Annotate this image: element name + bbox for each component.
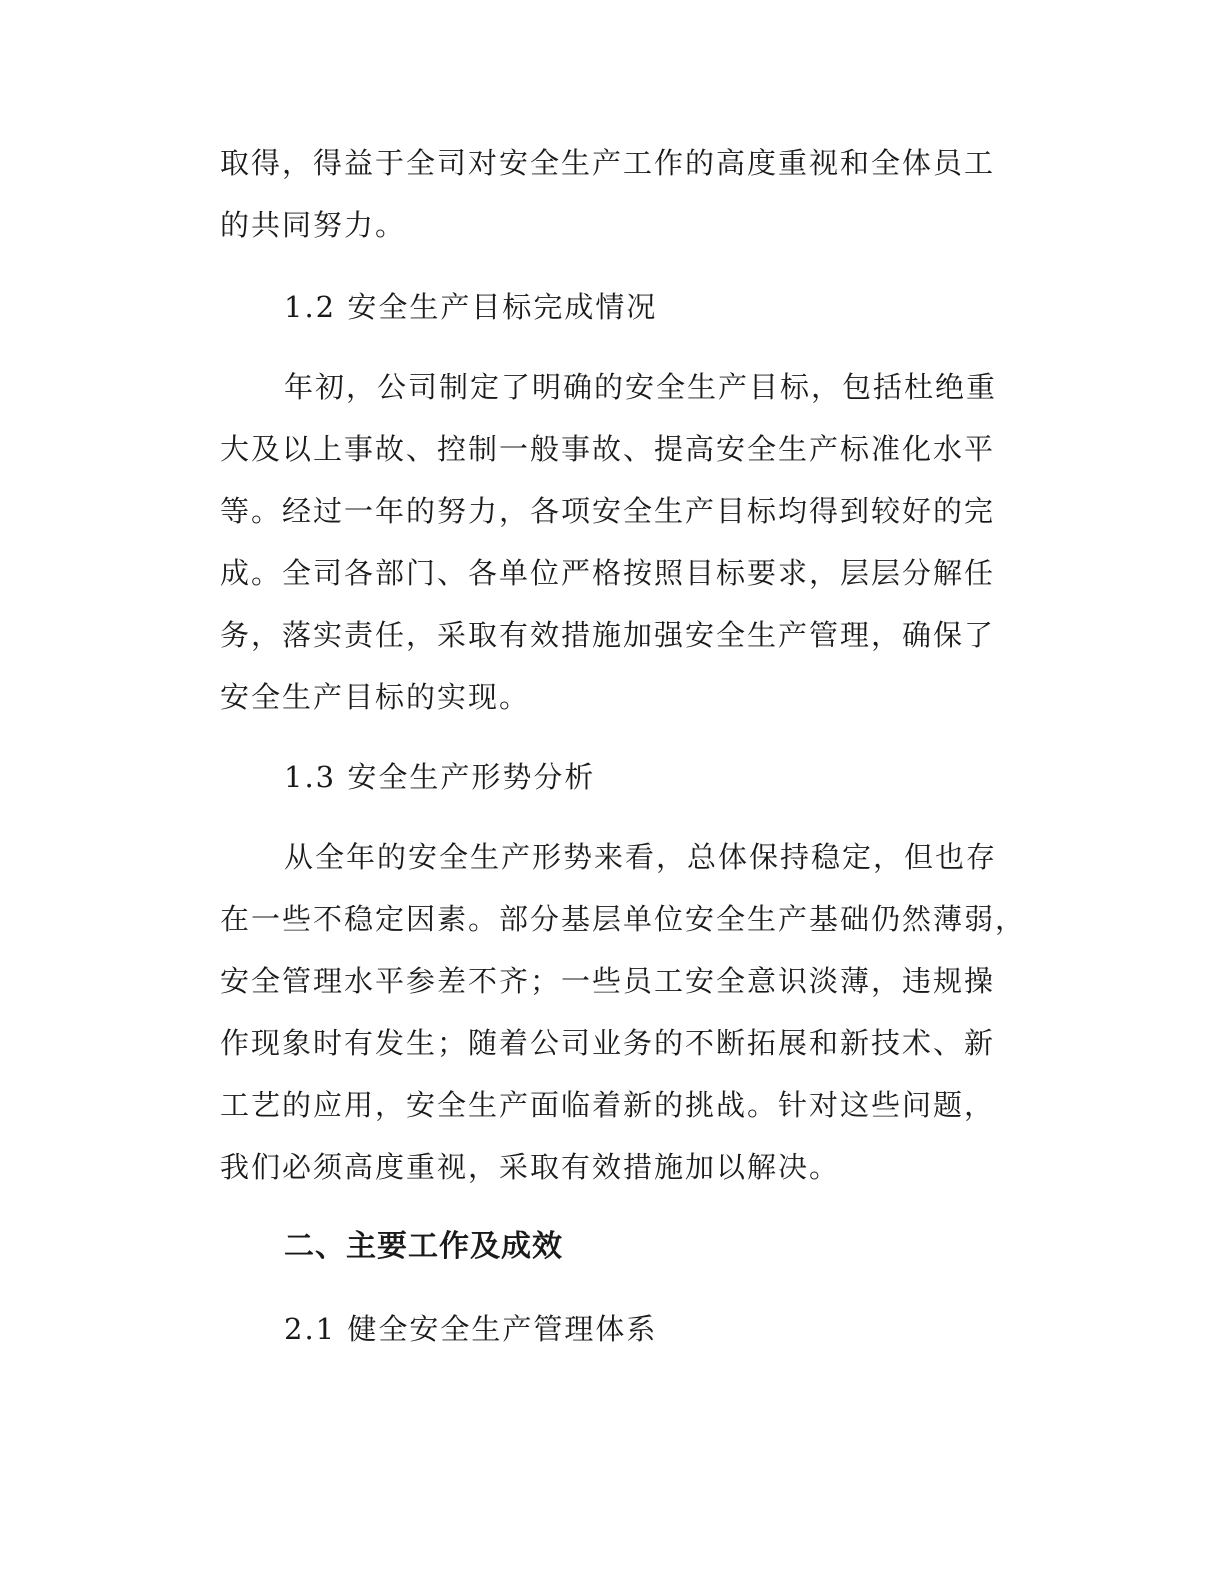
section-heading-1-3: 1.3 安全生产形势分析 bbox=[284, 760, 596, 794]
paragraph-line: 取得，得益于全司对安全生产工作的高度重视和全体员工 bbox=[220, 146, 996, 180]
paragraph-1-2 bbox=[220, 356, 1030, 728]
paragraph-line: 的共同努力。 bbox=[220, 208, 407, 242]
section-heading-2-1: 2.1 健全安全生产管理体系 bbox=[284, 1312, 658, 1346]
paragraph-line: 工艺的应用，安全生产面临着新的挑战。针对这些问题， bbox=[220, 1088, 996, 1122]
paragraph-1-3 bbox=[220, 826, 1030, 1198]
paragraph-line: 成。全司各部门、各单位严格按照目标要求，层层分解任 bbox=[220, 556, 996, 590]
paragraph-line: 大及以上事故、控制一般事故、提高安全生产标准化水平 bbox=[220, 432, 996, 466]
paragraph-line: 作现象时有发生；随着公司业务的不断拓展和新技术、新 bbox=[220, 1026, 996, 1060]
paragraph-line: 安全生产目标的实现。 bbox=[220, 680, 531, 714]
paragraph-line: 等。经过一年的努力，各项安全生产目标均得到较好的完 bbox=[220, 494, 996, 528]
paragraph-line: 我们必须高度重视，采取有效措施加以解决。 bbox=[220, 1150, 841, 1184]
paragraph-line: 安全管理水平参差不齐；一些员工安全意识淡薄，违规操 bbox=[220, 964, 996, 998]
paragraph-line: 务，落实责任，采取有效措施加强安全生产管理，确保了 bbox=[220, 618, 996, 652]
paragraph-intro bbox=[220, 132, 1030, 256]
paragraph-line: 从全年的安全生产形势来看，总体保持稳定，但也存 bbox=[284, 840, 998, 874]
section-heading-1-2: 1.2 安全生产目标完成情况 bbox=[284, 290, 658, 324]
paragraph-line: 在一些不稳定因素。部分基层单位安全生产基础仍然薄弱， bbox=[220, 902, 1027, 936]
section-heading-2: 二、主要工作及成效 bbox=[284, 1229, 563, 1264]
paragraph-line: 年初，公司制定了明确的安全生产目标，包括杜绝重 bbox=[284, 370, 998, 404]
